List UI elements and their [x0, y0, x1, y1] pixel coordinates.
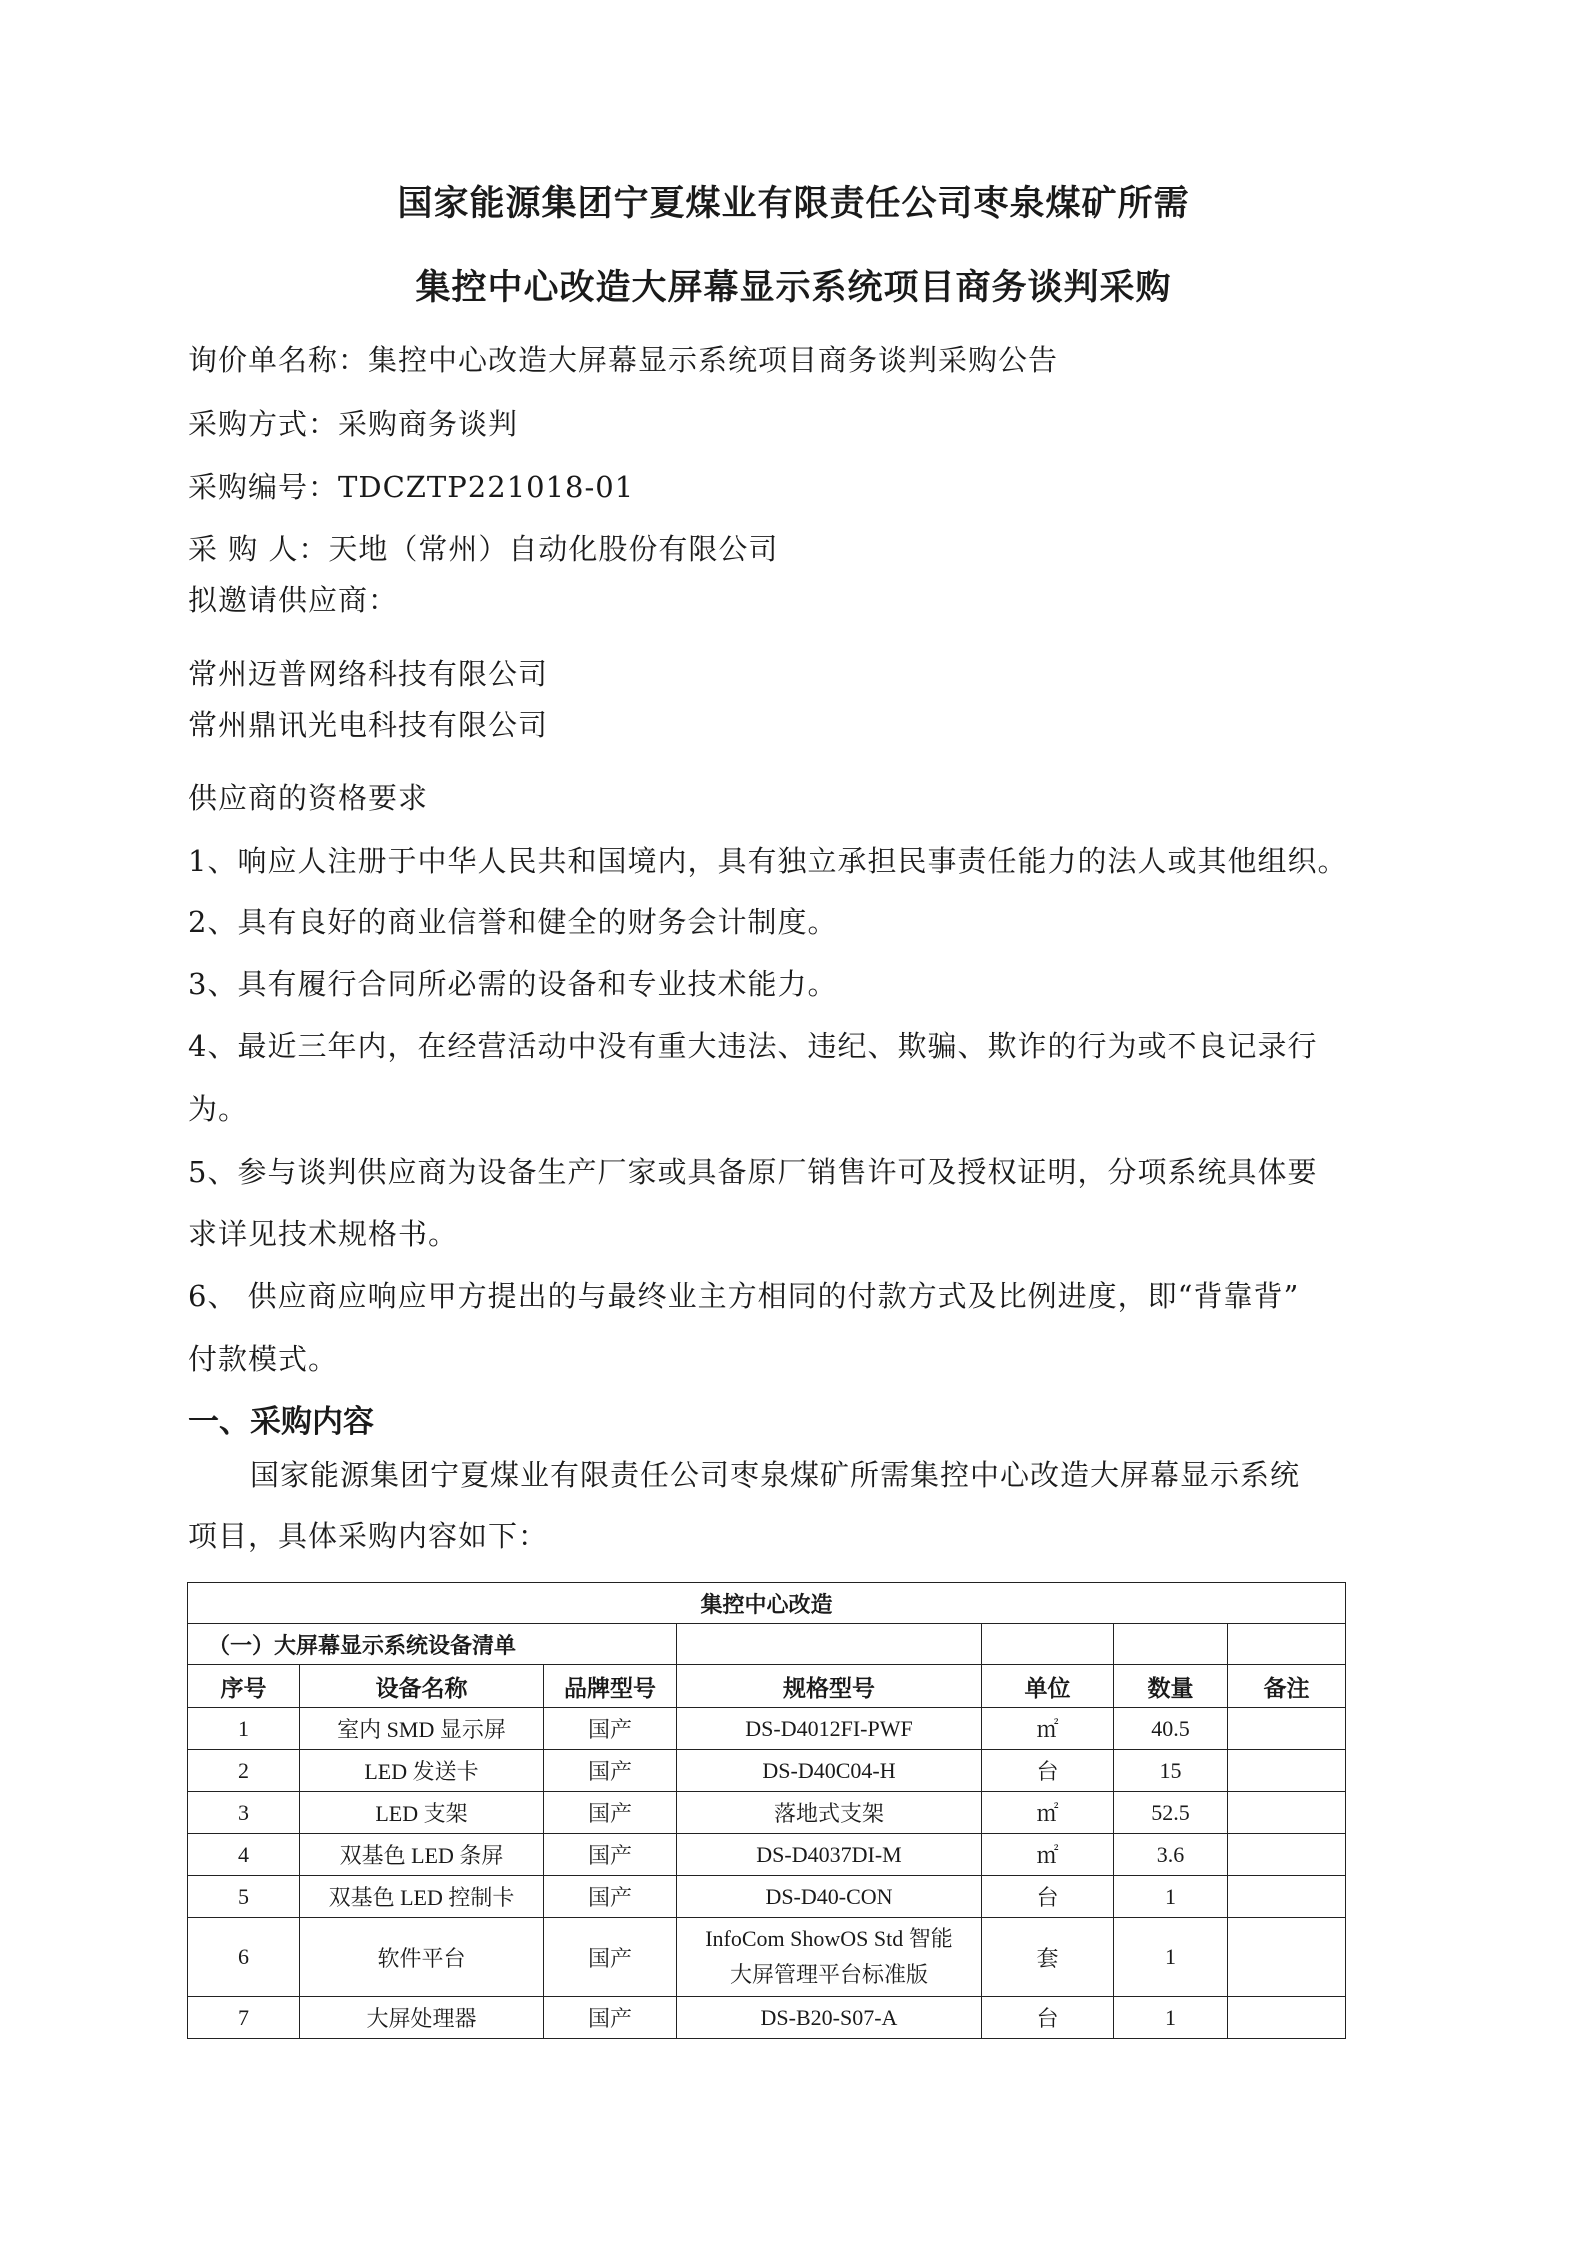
row-spec-line-1: InfoCom ShowOS Std 智能 — [705, 1926, 953, 1951]
row-qty: 3.6 — [1114, 1834, 1228, 1876]
table-subtitle: （一）大屏幕显示系统设备清单 — [188, 1624, 677, 1665]
qualification-heading: 供应商的资格要求 — [188, 781, 429, 815]
document-title-line-1: 国家能源集团宁夏煤业有限责任公司枣泉煤矿所需 — [397, 184, 1190, 224]
column-header-no: 序号 — [188, 1665, 300, 1708]
row-note — [1228, 1708, 1346, 1750]
row-name: 软件平台 — [300, 1918, 544, 1997]
row-brand: 国产 — [544, 1792, 677, 1834]
inquiry-name: 询价单名称：集控中心改造大屏幕显示系统项目商务谈判采购公告 — [188, 343, 1059, 377]
row-name: LED 发送卡 — [300, 1750, 544, 1792]
row-brand: 国产 — [544, 1997, 677, 2039]
row-qty: 1 — [1114, 1918, 1228, 1997]
row-unit: ㎡ — [982, 1708, 1114, 1750]
row-note — [1228, 1918, 1346, 1997]
table-caption: 集控中心改造 — [188, 1583, 1346, 1624]
row-brand: 国产 — [544, 1918, 677, 1997]
row-unit: ㎡ — [982, 1792, 1114, 1834]
row-no: 6 — [188, 1918, 300, 1997]
row-unit: ㎡ — [982, 1834, 1114, 1876]
row-name: 双基色 LED 条屏 — [300, 1834, 544, 1876]
row-name: 大屏处理器 — [300, 1997, 544, 2039]
row-brand: 国产 — [544, 1708, 677, 1750]
document-title-line-2: 集控中心改造大屏幕显示系统项目商务谈判采购 — [415, 268, 1172, 308]
row-note — [1228, 1834, 1346, 1876]
requirement-item: 3、具有履行合同所必需的设备和专业技术能力。 — [188, 967, 838, 1001]
section-heading: 一、采购内容 — [188, 1404, 374, 1440]
row-qty: 52.5 — [1114, 1792, 1228, 1834]
section-intro: 国家能源集团宁夏煤业有限责任公司枣泉煤矿所需集控中心改造大屏幕显示系统 — [250, 1458, 1301, 1492]
row-note — [1228, 1792, 1346, 1834]
procurement-method: 采购方式：采购商务谈判 — [188, 407, 519, 441]
table-row — [188, 1918, 1346, 1997]
equipment-table — [187, 1582, 1346, 2039]
row-no: 3 — [188, 1792, 300, 1834]
table-cell — [1114, 1624, 1228, 1665]
table-cell — [982, 1624, 1114, 1665]
table-cell — [677, 1624, 982, 1665]
row-qty: 1 — [1114, 1876, 1228, 1918]
requirement-item: 2、具有良好的商业信誉和健全的财务会计制度。 — [188, 905, 838, 939]
requirement-item-continuation: 付款模式。 — [188, 1342, 339, 1376]
row-no: 4 — [188, 1834, 300, 1876]
row-note — [1228, 1750, 1346, 1792]
row-brand: 国产 — [544, 1750, 677, 1792]
column-header-brand: 品牌型号 — [544, 1665, 677, 1708]
table-row — [188, 1997, 1346, 2039]
row-no: 7 — [188, 1997, 300, 2039]
requirement-item-continuation: 为。 — [188, 1092, 249, 1126]
column-header-qty: 数量 — [1114, 1665, 1228, 1708]
row-unit: 套 — [982, 1918, 1114, 1997]
section-intro-continuation: 项目，具体采购内容如下： — [188, 1519, 549, 1553]
row-note — [1228, 1997, 1346, 2039]
requirement-item: 5、参与谈判供应商为设备生产厂家或具备原厂销售许可及授权证明，分项系统具体要 — [188, 1155, 1318, 1189]
requirement-item-continuation: 求详见技术规格书。 — [188, 1217, 459, 1251]
table-cell — [1228, 1624, 1346, 1665]
row-spec: DS-D40-CON — [677, 1876, 982, 1918]
row-qty: 40.5 — [1114, 1708, 1228, 1750]
column-header-unit: 单位 — [982, 1665, 1114, 1708]
supplier-item: 常州迈普网络科技有限公司 — [188, 657, 549, 691]
row-note — [1228, 1876, 1346, 1918]
row-unit: 台 — [982, 1997, 1114, 2039]
row-spec: DS-D40C04-H — [677, 1750, 982, 1792]
row-unit: 台 — [982, 1876, 1114, 1918]
table-row — [188, 1834, 1346, 1876]
row-qty: 15 — [1114, 1750, 1228, 1792]
row-name: 双基色 LED 控制卡 — [300, 1876, 544, 1918]
row-qty: 1 — [1114, 1997, 1228, 2039]
requirement-item: 4、最近三年内，在经营活动中没有重大违法、违纪、欺骗、欺诈的行为或不良记录行 — [188, 1029, 1318, 1063]
row-spec: 落地式支架 — [677, 1792, 982, 1834]
table-row — [188, 1876, 1346, 1918]
row-no: 2 — [188, 1750, 300, 1792]
row-spec: DS-B20-S07-A — [677, 1997, 982, 2039]
row-spec: DS-D4037DI-M — [677, 1834, 982, 1876]
row-name: LED 支架 — [300, 1792, 544, 1834]
row-brand: 国产 — [544, 1876, 677, 1918]
supplier-item: 常州鼎讯光电科技有限公司 — [188, 708, 549, 742]
procurement-number: 采购编号：TDCZTP221018-01 — [188, 470, 635, 504]
row-brand: 国产 — [544, 1834, 677, 1876]
table-row — [188, 1792, 1346, 1834]
requirement-item: 6、 供应商应响应甲方提出的与最终业主方相同的付款方式及比例进度，即“背靠背” — [188, 1279, 1300, 1313]
row-unit: 台 — [982, 1750, 1114, 1792]
invited-suppliers-label: 拟邀请供应商： — [188, 583, 399, 617]
row-no: 5 — [188, 1876, 300, 1918]
purchaser: 采 购 人：天地（常州）自动化股份有限公司 — [188, 532, 779, 566]
column-header-name: 设备名称 — [300, 1665, 544, 1708]
row-spec — [677, 1918, 982, 1997]
table-row — [188, 1708, 1346, 1750]
requirement-item: 1、响应人注册于中华人民共和国境内，具有独立承担民事责任能力的法人或其他组织。 — [188, 844, 1348, 878]
row-name: 室内 SMD 显示屏 — [300, 1708, 544, 1750]
column-header-spec: 规格型号 — [677, 1665, 982, 1708]
row-spec: DS-D4012FI-PWF — [677, 1708, 982, 1750]
table-row — [188, 1750, 1346, 1792]
row-no: 1 — [188, 1708, 300, 1750]
row-spec-line-2: 大屏管理平台标准版 — [729, 1962, 928, 1987]
column-header-note: 备注 — [1228, 1665, 1346, 1708]
